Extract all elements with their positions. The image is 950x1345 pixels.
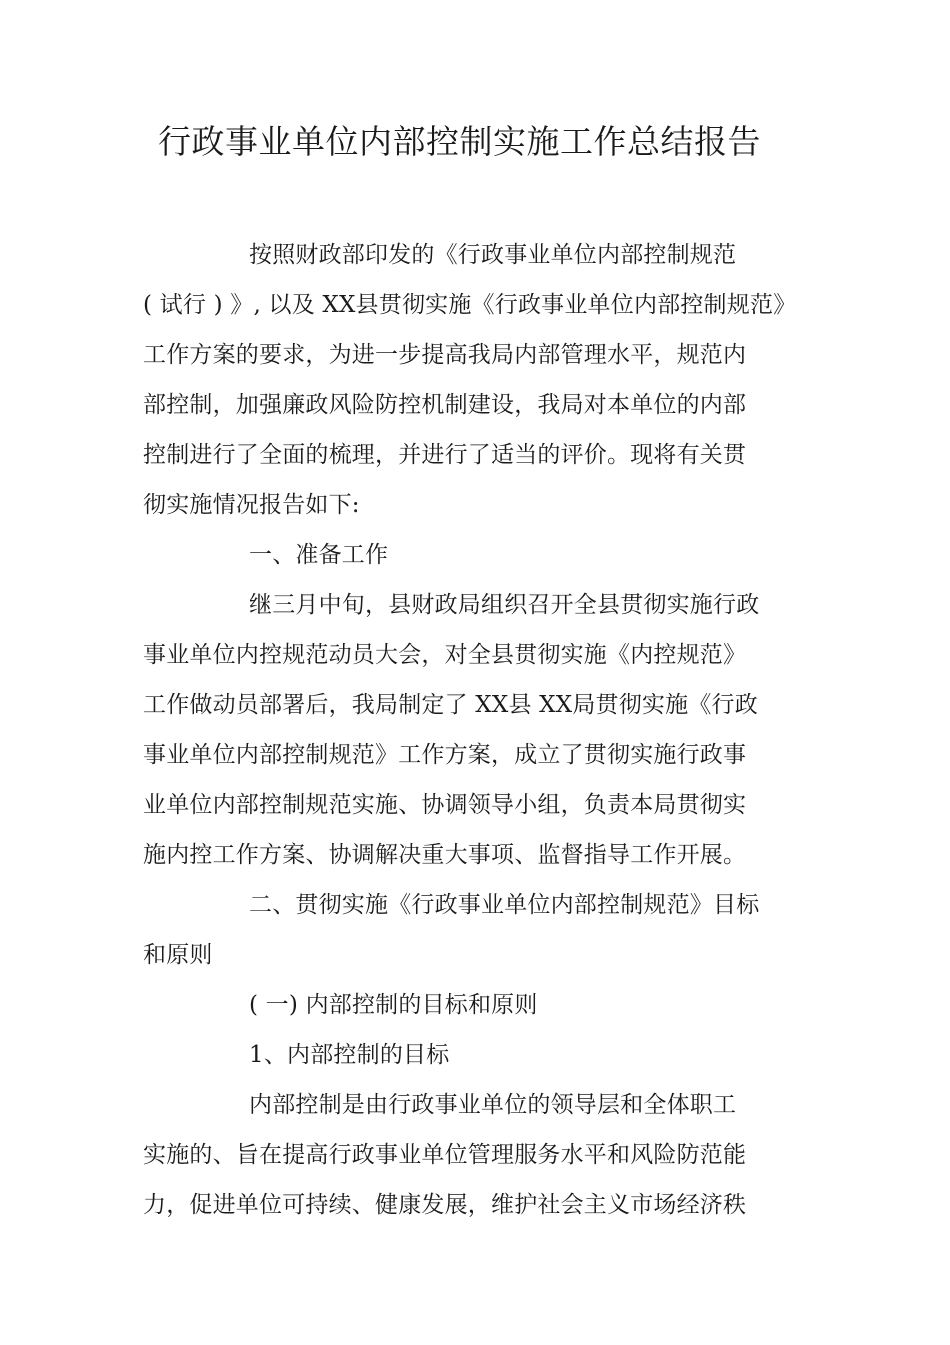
paragraph-line: 事业单位内部控制规范》工作方案，成立了贯彻实施行政事 bbox=[143, 742, 747, 768]
paragraph-line: 实施的、旨在提高行政事业单位管理服务水平和风险防范能 bbox=[143, 1142, 747, 1168]
paragraph-line: 工作方案的要求，为进一步提高我局内部管理水平，规范内 bbox=[143, 342, 747, 368]
section-heading: 二、贯彻实施《行政事业单位内部控制规范》目标 bbox=[249, 892, 760, 918]
document-title: 行政事业单位内部控制实施工作总结报告 bbox=[158, 122, 761, 161]
paragraph-line: ( 试行 ) 》, 以及 XX县贯彻实施《行政事业单位内部控制规范》 bbox=[143, 292, 797, 318]
paragraph-line: 继三月中旬，县财政局组织召开全县贯彻实施行政 bbox=[249, 592, 760, 618]
subsection-heading: ( 一) 内部控制的目标和原则 bbox=[249, 992, 538, 1018]
subsection-heading: 1、内部控制的目标 bbox=[249, 1042, 450, 1068]
paragraph-line: 工作做动员部署后，我局制定了 XX县 XX局贯彻实施《行政 bbox=[143, 692, 758, 718]
paragraph-line: 施内控工作方案、协调解决重大事项、监督指导工作开展。 bbox=[143, 842, 747, 868]
paragraph-line: 按照财政部印发的《行政事业单位内部控制规范 bbox=[249, 242, 737, 268]
paragraph-line: 控制进行了全面的梳理，并进行了适当的评价。现将有关贯 bbox=[143, 442, 747, 468]
paragraph-line: 彻实施情况报告如下: bbox=[143, 492, 360, 518]
paragraph-line: 业单位内部控制规范实施、协调领导小组，负责本局贯彻实 bbox=[143, 792, 747, 818]
paragraph-line: 部控制，加强廉政风险防控机制建设，我局对本单位的内部 bbox=[143, 392, 747, 418]
section-heading: 一、准备工作 bbox=[249, 542, 389, 568]
section-heading: 和原则 bbox=[143, 942, 213, 968]
paragraph-line: 事业单位内控规范动员大会，对全县贯彻实施《内控规范》 bbox=[143, 642, 747, 668]
paragraph-line: 力，促进单位可持续、健康发展，维护社会主义市场经济秩 bbox=[143, 1192, 747, 1218]
paragraph-line: 内部控制是由行政事业单位的领导层和全体职工 bbox=[249, 1092, 737, 1118]
